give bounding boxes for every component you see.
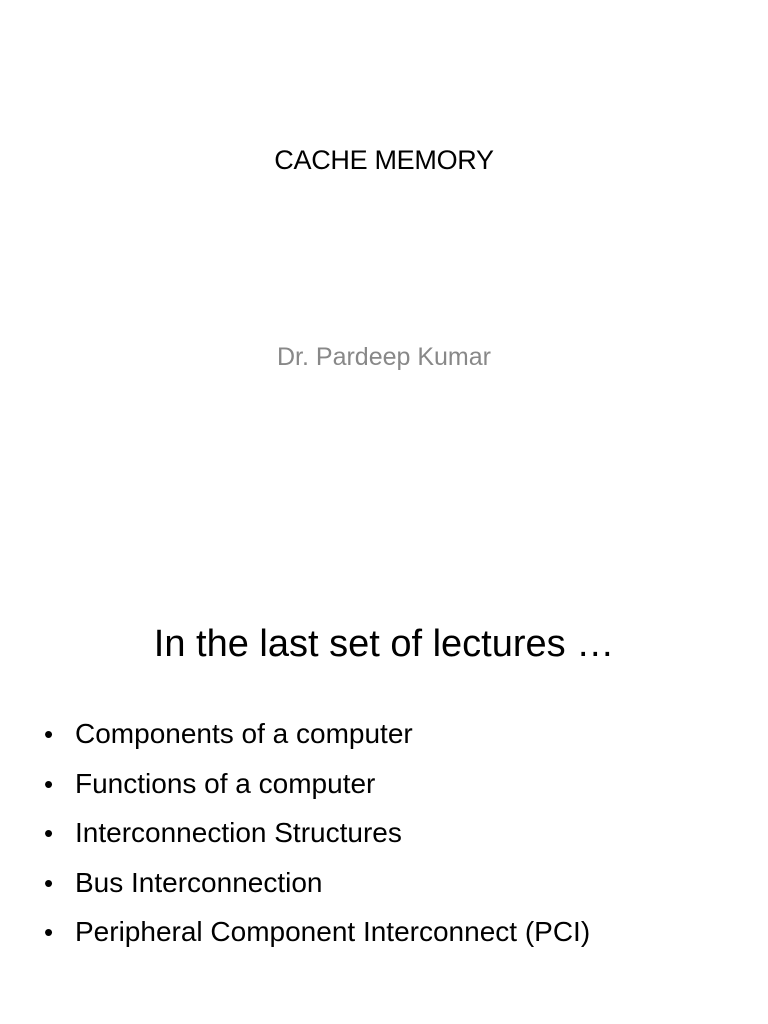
bullet-text: Components of a computer <box>75 718 413 749</box>
bullet-icon: • <box>44 768 54 799</box>
slide-subtitle-author: Dr. Pardeep Kumar <box>277 343 491 371</box>
list-item <box>44 714 754 764</box>
bullet-icon: • <box>44 917 54 947</box>
content-slide <box>0 576 768 1024</box>
bullet-text: Functions of a computer <box>75 767 376 799</box>
bullet-list <box>44 714 754 962</box>
bullet-icon: • <box>44 818 54 848</box>
bullet-text: Interconnection Structures <box>75 817 402 848</box>
list-item <box>44 764 754 814</box>
list-item <box>44 912 754 962</box>
slide-title: CACHE MEMORY <box>274 145 494 175</box>
bullet-text: Bus Interconnection <box>75 866 323 898</box>
list-item <box>44 813 754 863</box>
bullet-icon: • <box>44 719 54 749</box>
bullet-text: Peripheral Component Interconnect (PCI) <box>75 916 591 947</box>
slide-heading: In the last set of lectures … <box>153 623 615 665</box>
list-item <box>44 863 754 913</box>
bullet-icon: • <box>44 867 54 898</box>
